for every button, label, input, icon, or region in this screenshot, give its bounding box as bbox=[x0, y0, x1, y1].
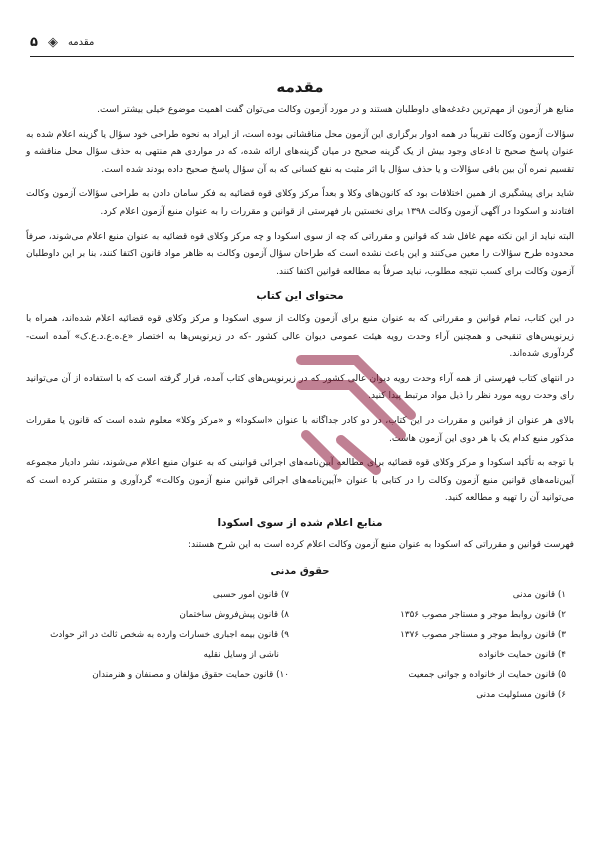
paragraph: در این کتاب، تمام قوانین و مقرراتی که به عنوان منبع برای آزمون وکالت از سوی اسکودا و مرکز وکلای قوه قضائیه اعلام شده‌اند، همراه با زیرنویس‌های تنقیحی و همچنین آراء وحدت رویه هیئت عمومی دیوان عالی کشور -که در زیرنویس‌ها به اختصار «ع.ه.ع.د.ع.ک» آمده است- گردآوری شده‌اند. bbox=[26, 313, 574, 360]
paragraph: سؤالات آزمون وکالت تقریباً در همه ادوار برگزاری این آزمون محل مناقشاتی بوده است، از ایراد به نحوه طراحی خود سؤال یا گزینه اعلام شده به عنوان پاسخ صحیح تا ادعای وجود بیش از یک گزینه صحیح در میان گزینه‌های ارائه شده، که در مواردی هم منتهی به حذف سؤال محل مناقشه و تقسیم نمره آن بین باقی سؤالات و یا حذف سؤال با اثر مثبت به نفع کسانی که به آن سؤال پاسخ صحیح داده بودند شده است. bbox=[26, 129, 574, 175]
running-section-title: مقدمه bbox=[67, 36, 95, 48]
list-item: ۷) قانون امور حسبی bbox=[212, 589, 289, 600]
page-header bbox=[30, 32, 570, 52]
publisher-logo-watermark-icon bbox=[281, 340, 431, 490]
page-title: مقدمه bbox=[276, 78, 324, 96]
list-item: ۹) قانون بیمه اجباری خسارات وارده به شخص ثالث در اثر حوادث bbox=[50, 629, 289, 640]
list-item: ۴) قانون حمایت خانواده bbox=[478, 649, 566, 660]
document-page bbox=[26, 0, 574, 847]
header-rule bbox=[30, 56, 574, 57]
list-item: ۱) قانون مدنی bbox=[512, 589, 566, 600]
list-item: ۱۰) قانون حمایت حقوق مؤلفان و مصنفان و هنرمندان bbox=[92, 669, 289, 680]
paragraph: با توجه به تأکید اسکودا و مرکز وکلای قوه قضائیه برای مطالعه آیین‌نامه‌های اجرائی قوانینی که به عنوان منبع اعلام می‌شوند، نشر دادیار مجموعه آیین‌نامه‌های قوانین منبع آزمون وکالت را در کتابی با عنوان «آیین‌نامه‌های اجرائی قوانین منبع آزمون وکالت» گردآوری و منتشر کرده است که می‌توانید آن را تهیه و مطالعه کنید. bbox=[26, 458, 574, 504]
diamond-ornament-icon: ◈ bbox=[47, 34, 58, 50]
paragraph: منابع هر آزمون از مهم‌ترین دغدغه‌های داوطلبان هستند و در مورد آزمون وکالت می‌توان گفت اهمیت موضوع خیلی بیشتر است. bbox=[97, 105, 574, 115]
list-item: ۸) قانون پیش‌فروش ساختمان bbox=[179, 609, 289, 620]
sources-intro: فهرست قوانین و مقرراتی که اسکودا به عنوان منبع آزمون وکالت اعلام کرده است به این شرح هستند: bbox=[188, 540, 574, 551]
paragraph: شاید برای پیشگیری از همین اختلافات بود که کانون‌های وکلا و بعداً مرکز وکلای قوه قضائیه به فکر سامان دادن به طراحی سؤالات آزمون وکالت افتادند و اسکودا در آگهی آزمون وکالت ۱۳۹۸ برای نخستین بار فهرستی از قوانین و مقررات را به عنوان منبع آزمون اعلام کرد. bbox=[26, 189, 574, 217]
law-list bbox=[26, 585, 574, 705]
section-heading-sources: منابع اعلام شده از سوی اسکودا bbox=[217, 516, 383, 529]
paragraph: البته نباید از این نکته مهم غافل شد که قوانین و مقرراتی که چه از سوی اسکودا و چه مرکز وکلای قوه قضائیه به عنوان منبع اعلام می‌شوند، صرفاً محدوده طرح سؤالات را معین می‌کنند و این باعث نشده است که طراحان سؤال آزمون وکالت به ظاهر مواد قانون اکتفا کنند، بنا بر این داوطلبان آزمون وکالت برای کسب نتیجه مطلوب، نباید صرفاً به مطالعه قوانین اکتفا کنند. bbox=[26, 231, 574, 277]
law-list-left-column bbox=[26, 585, 303, 705]
list-item: ناشی از وسایل نقلیه bbox=[203, 649, 279, 660]
civil-law-heading: حقوق مدنی bbox=[270, 566, 330, 578]
paragraph: بالای هر عنوان از قوانین و مقررات در این کتاب، در دو کادر جداگانه با عنوان «اسکودا» و «مرکز وکلا» معلوم شده است که قانون یا مقررات مذکور منبع کدام یک یا هر دوی این آزمون هاست. bbox=[26, 415, 574, 444]
list-item: ۲) قانون روابط موجر و مستاجر مصوب ۱۳۵۶ bbox=[400, 609, 566, 620]
list-item: ۳) قانون روابط موجر و مستاجر مصوب ۱۳۷۶ bbox=[400, 629, 566, 640]
page-number: ۵ bbox=[30, 34, 38, 50]
list-item: ۵) قانون حمایت از خانواده و جوانی جمعیت bbox=[408, 669, 566, 680]
list-item: ۶) قانون مسئولیت مدنی bbox=[476, 689, 566, 700]
paragraph: در انتهای کتاب فهرستی از همه آراء وحدت رویه دیوان عالی کشور که در زیرنویس‌های کتاب آمده، قرار گرفته است که با استفاده از آن می‌توانید رای وحدت رویه مورد نظر را ذیل مواد مرتبط پیدا کنید. bbox=[26, 373, 574, 402]
law-list-right-column bbox=[303, 585, 574, 705]
section-heading-contents: محتوای این کتاب bbox=[256, 290, 344, 303]
